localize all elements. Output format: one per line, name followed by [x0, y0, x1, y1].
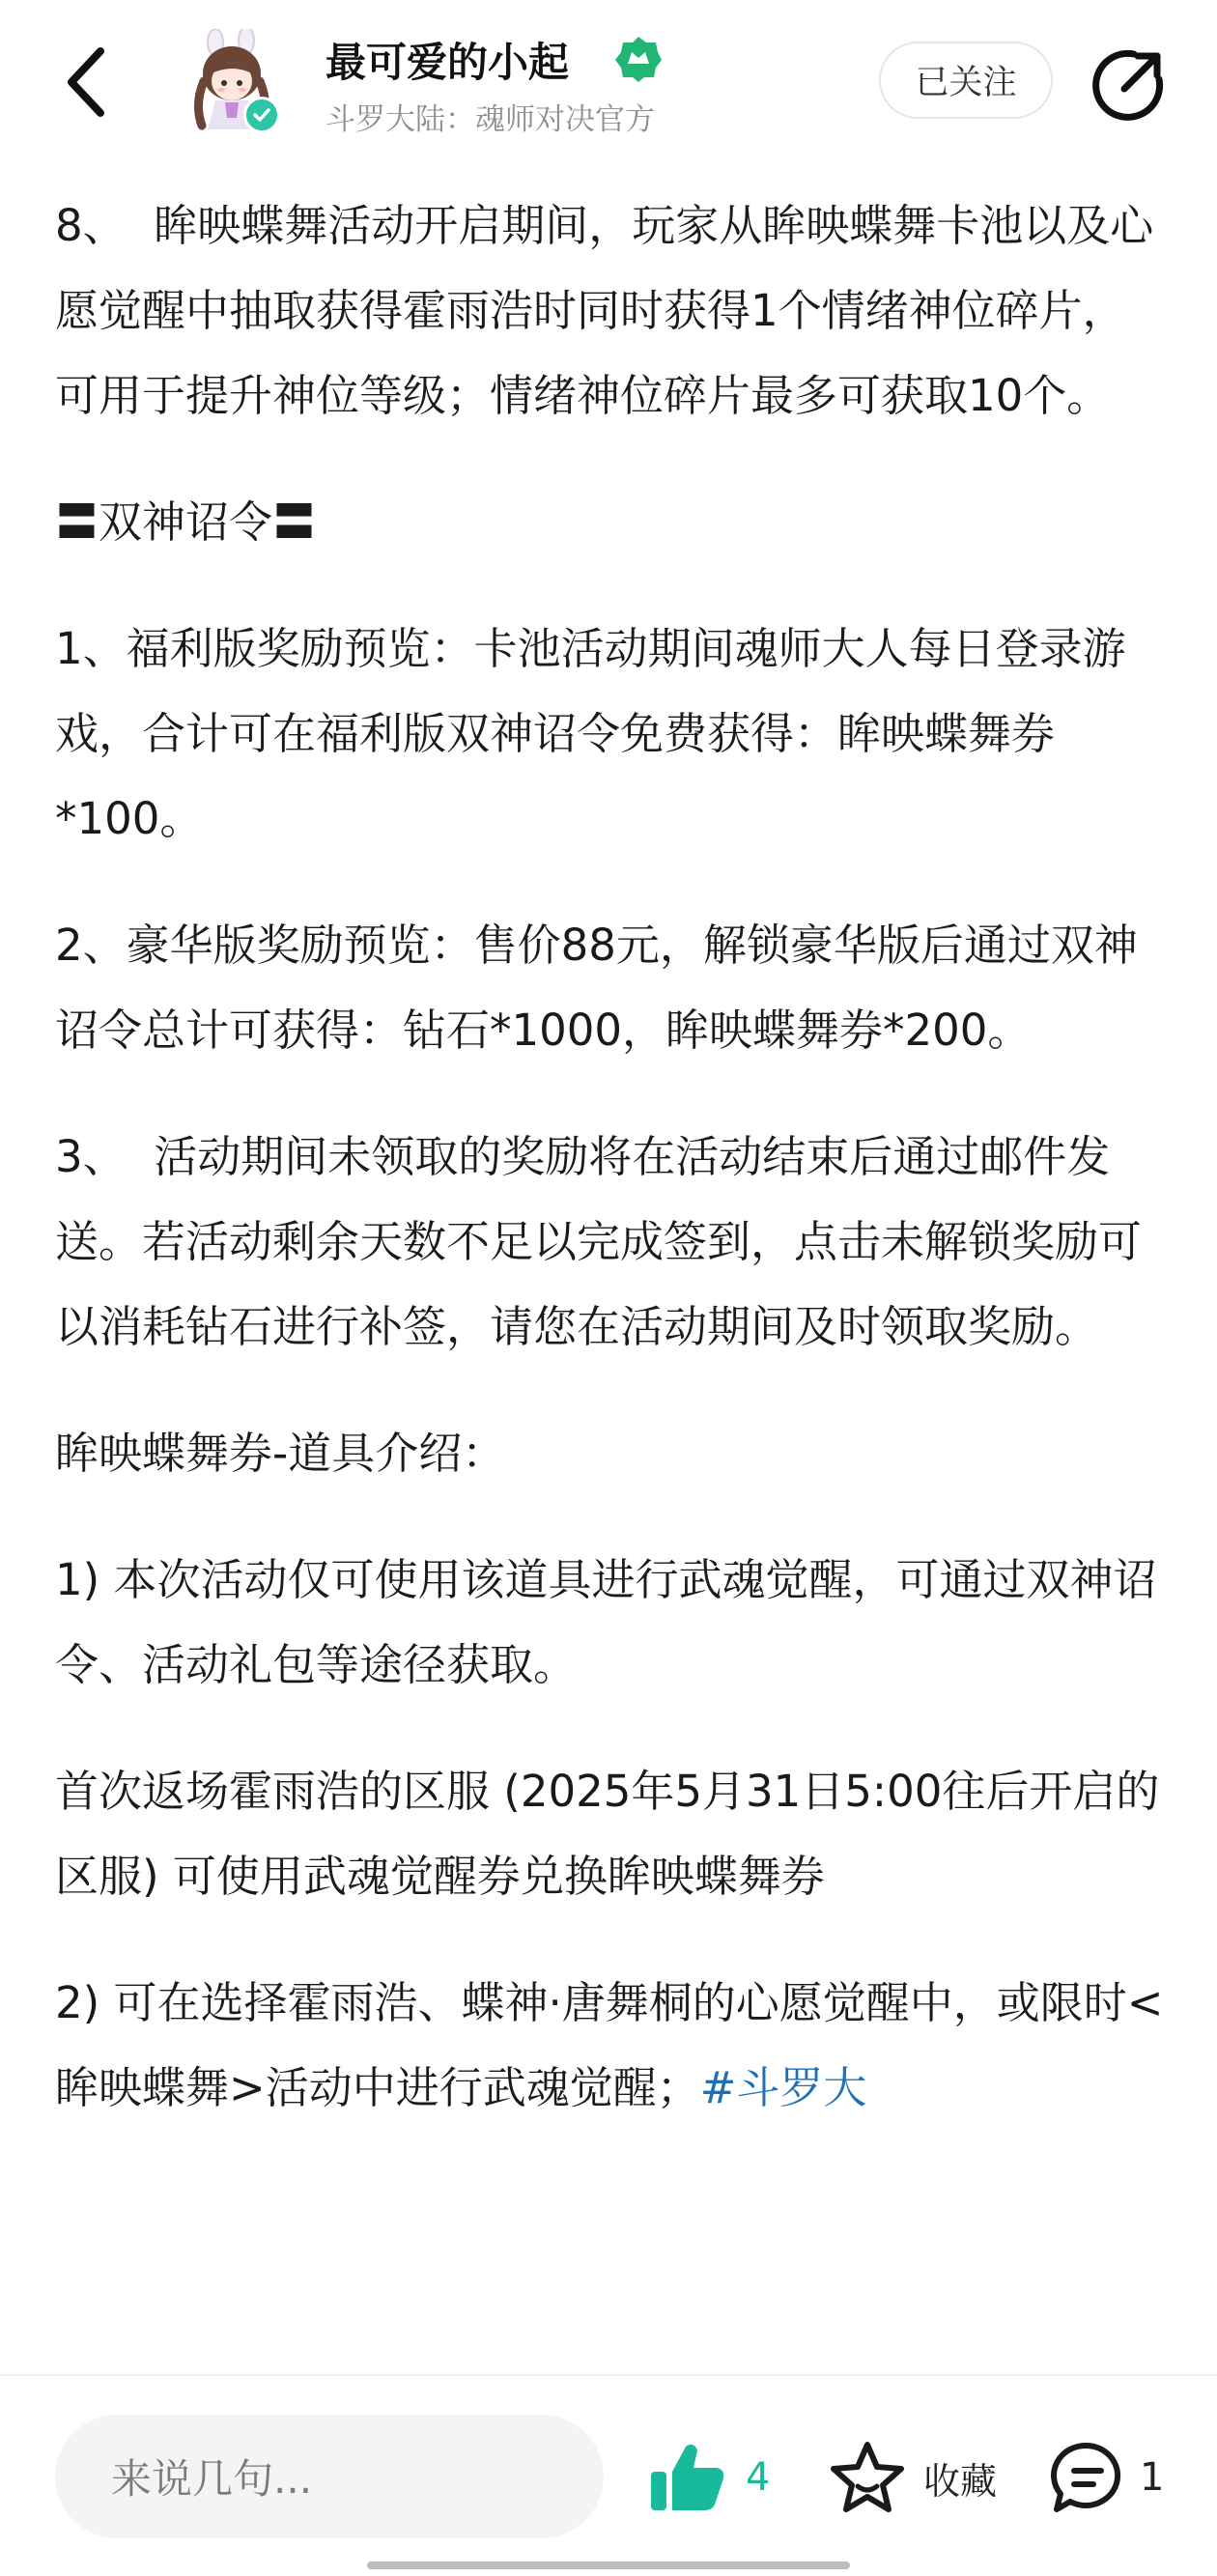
home-indicator — [367, 2562, 850, 2569]
author-subtitle: 斗罗大陆：魂师对决官方 — [325, 102, 655, 137]
paragraph-text: 2) 可在选择霍雨浩、蝶神·唐舞桐的心愿觉醒中，或限时<眸映蝶舞>活动中进行武魂觉醒； — [55, 1977, 1164, 2113]
article-paragraph — [55, 1961, 1166, 2131]
post-header — [0, 0, 1217, 169]
article-paragraph: 8、 眸映蝶舞活动开启期间，玩家从眸映蝶舞卡池以及心愿觉醒中抽取获得霍雨浩时同时获得1个情绪神位碎片，可用于提升神位等级；情绪神位碎片最多可获取10个。 — [55, 200, 1154, 421]
favorite-button[interactable] — [829, 2429, 997, 2526]
thumbs-up-icon — [649, 2441, 726, 2514]
star-icon — [829, 2440, 906, 2515]
comment-bubble-icon — [1049, 2440, 1126, 2515]
section-heading: 眸映蝶舞券-道具介绍： — [55, 1428, 506, 1479]
like-count: 4 — [746, 2455, 771, 2500]
creator-badge-icon — [614, 35, 663, 83]
section-heading: 〓双神诏令〓 — [55, 496, 317, 548]
like-button[interactable] — [649, 2429, 770, 2526]
article-paragraph: 2、豪华版奖励预览：售价88元，解锁豪华版后通过双神诏令总计可获得：钻石*1000，眸映蝶舞券*200。 — [55, 920, 1138, 1056]
share-arrow-icon[interactable] — [1090, 46, 1167, 124]
author-name[interactable]: 最可爱的小起 — [325, 39, 570, 86]
comment-button[interactable] — [1049, 2429, 1164, 2526]
article-paragraph: 1、福利版奖励预览：卡池活动期间魂师大人每日登录游戏，合计可在福利版双神诏令免费获得：眸映蝶舞券*100。 — [55, 623, 1126, 844]
comment-input[interactable]: 来说几句... — [55, 2415, 604, 2538]
article-body — [55, 184, 1166, 2371]
back-chevron-icon[interactable] — [58, 43, 116, 121]
favorite-label: 收藏 — [923, 2459, 998, 2503]
article-paragraph: 首次返场霍雨浩的区服 (2025年5月31日5:00往后开启的区服) 可使用武魂觉醒券兑换眸映蝶舞券 — [55, 1766, 1160, 1902]
bottom-action-bar — [0, 2376, 1217, 2576]
article-paragraph: 1) 本次活动仅可使用该道具进行武魂觉醒，可通过双神诏令、活动礼包等途径获取。 — [55, 1554, 1157, 1690]
follow-button[interactable]: 已关注 — [879, 42, 1053, 119]
topic-hashtag-link[interactable]: #斗罗大 — [699, 2062, 867, 2113]
comment-count: 1 — [1140, 2455, 1165, 2500]
article-paragraph: 3、 活动期间未领取的奖励将在活动结束后通过邮件发送。若活动剩余天数不足以完成签到，点击未解锁奖励可以消耗钻石进行补签，请您在活动期间及时领取奖励。 — [55, 1131, 1143, 1352]
verified-check-icon — [243, 97, 280, 133]
